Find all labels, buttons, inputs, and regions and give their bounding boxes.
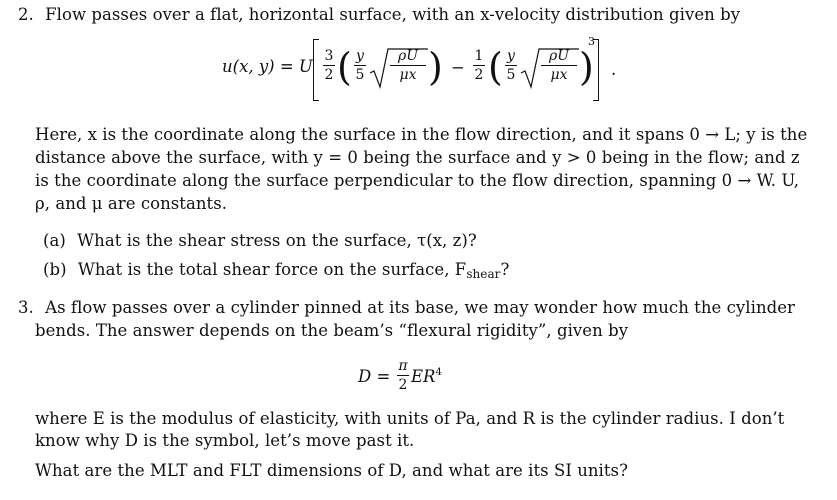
part-a-label: (a) [43,231,66,250]
formula2-lhs: D = [358,367,391,386]
q3-question: What are the MLT and FLT dimensions of D, and what are its SI units? [35,461,628,480]
fraction-rhoU-mux-b: ρU μx [541,48,577,83]
paren-open-2: ( [488,45,503,89]
formula-lhs: u(x, y) = U [222,57,313,76]
q2-para-line-3: is the coordinate along the surface perpendicular to the flow direction, spanning 0 → W. U, [35,171,800,190]
q2-intro: Flow passes over a flat, horizontal surface, with an x-velocity distribution given by [45,5,741,24]
q2-para-line-1: Here, x is the coordinate along the surface in the flow direction, and it spans 0 → L; y is the [35,125,808,144]
paren-open-1: ( [337,45,352,89]
q2-part-b [43,260,509,284]
formula2-rhs: $ER^4$ [411,367,442,386]
cube-exponent: 3 [588,35,595,48]
formula2-power: 4 [435,367,442,378]
q3-line-3: where E is the modulus of elasticity, with units of Pa, and R is the cylinder radius. I don’t [35,409,785,428]
q2-part-a [43,231,477,251]
part-b-end: ? [500,260,510,279]
part-a-text: What is the shear stress on the surface, τ(x, z)? [77,231,477,250]
part-b-subscript: shear [466,267,501,281]
fraction-y-5-a: y 5 [355,48,365,83]
fraction-y-5-b: y 5 [506,48,516,83]
q2-intro-line [18,5,740,25]
fraction-3-2: 3 2 [324,48,334,83]
left-bracket [313,39,319,101]
minus-sign: − [451,58,465,77]
q3-line-1 [18,298,795,318]
paren-close-1: ) [428,45,443,89]
formula-period: . [611,60,617,79]
q3-line-4: know why D is the symbol, let’s move past it. [35,431,415,450]
q3-line-1-text: As flow passes over a cylinder pinned at its base, we may wonder how much the cylinder [45,298,795,317]
q2-para-line-4: ρ, and μ are constants. [35,194,228,213]
fraction-rhoU-mux-a: ρU μx [390,48,426,83]
fraction-1-2: 1 2 [474,48,484,83]
q2-para-line-2: distance above the surface, with y = 0 being the surface and y > 0 being in the flow; and z [35,148,800,167]
part-b-text: What is the total shear force on the surface, F [77,260,467,279]
part-b-label: (b) [43,260,67,279]
fraction-pi-2: π 2 [398,358,408,393]
q2-number: 2. [18,5,34,24]
right-bracket [593,39,599,101]
q3-number: 3. [18,298,34,317]
paren-close-2: ) [579,45,594,89]
q3-line-2: bends. The answer depends on the beam’s “flexural rigidity”, given by [35,321,629,340]
